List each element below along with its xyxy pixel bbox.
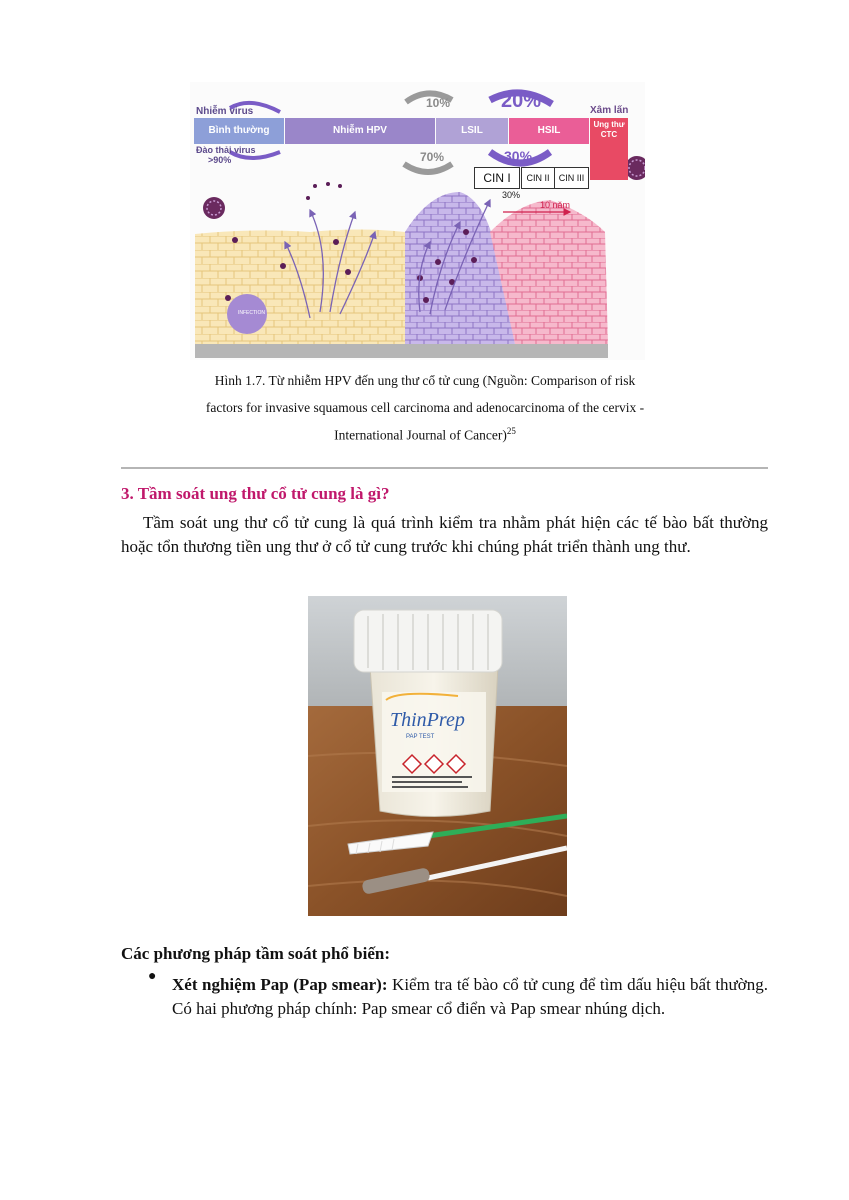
- pct-regress-right: 30%: [504, 148, 533, 164]
- basement-membrane: [195, 344, 608, 358]
- infection-label: Nhiễm virus: [196, 106, 254, 117]
- regression-arrow-70: [404, 164, 452, 172]
- invasion-label: Xâm lấn: [590, 105, 629, 116]
- vial-brand-sub: PAP TEST: [406, 734, 435, 740]
- hpv-progression-figure: [190, 82, 645, 360]
- pct-regress-left: 70%: [420, 150, 445, 164]
- pct-progress-large: 20%: [501, 90, 542, 112]
- cin-pct: 30%: [502, 190, 521, 200]
- method-description: Kiểm tra tế bào cổ tử cung để tìm dấu hiệu bất thường. Có hai phương pháp chính: Pap smear cổ điển và Pap smear nhúng dịch.: [172, 975, 769, 1018]
- hazard-icons: [403, 755, 465, 773]
- thinprep-photo: [308, 596, 567, 916]
- stage-normal: Bình thường: [194, 118, 284, 144]
- clearance-label: Đào thải virus: [196, 145, 256, 155]
- normal-tissue: [195, 230, 405, 345]
- methods-heading: Các phương pháp tầm soát phổ biến:: [121, 944, 391, 963]
- stage-hpv-infection: Nhiễm HPV: [285, 118, 435, 144]
- cin-3-box: CIN III: [554, 167, 589, 189]
- figure-caption-line-1: Hình 1.7. Từ nhiễm HPV đến ung thư cổ tử cung (Nguồn: Comparison of risk: [214, 373, 636, 388]
- infection-cell-label: INFECTION: [238, 310, 265, 316]
- figure-caption-line-3: [120, 418, 730, 449]
- method-name: Xét nghiệm Pap (Pap smear):: [172, 975, 388, 994]
- virus-particle-icon: [625, 156, 645, 180]
- thinprep-kit-image: [308, 596, 567, 916]
- cin-2-box: CIN II: [521, 167, 555, 189]
- stage-hsil: HSIL: [509, 118, 589, 144]
- stage-lsil: LSIL: [436, 118, 508, 144]
- vial-brand: ThinPrep: [390, 709, 465, 731]
- stage-cancer: Ung thư CTC: [590, 118, 628, 180]
- section-heading: 3. Tầm soát ung thư cổ tử cung là gì?: [121, 484, 390, 503]
- method-pap-smear: [172, 973, 768, 1021]
- figure-caption-line-2: factors for invasive squamous cell carcinoma and adenocarcinoma of the cervix -: [205, 400, 645, 415]
- cin-1-box: CIN I: [474, 167, 520, 189]
- caption-source: International Journal of Cancer): [334, 427, 507, 443]
- caption-reference: 25: [506, 426, 516, 436]
- section-divider: [121, 467, 768, 469]
- bullet-icon: ●: [148, 969, 157, 984]
- clearance-pct: >90%: [208, 155, 232, 165]
- pct-progress-small: 10%: [426, 96, 451, 110]
- years-label: 10 năm: [540, 200, 571, 210]
- section-intro: Tầm soát ung thư cổ tử cung là quá trình kiểm tra nhằm phát hiện các tế bào bất thường hoặc tổn thương tiền ung thư ở cổ tử cung trước khi chúng phát triển thành ung thư.: [121, 513, 768, 556]
